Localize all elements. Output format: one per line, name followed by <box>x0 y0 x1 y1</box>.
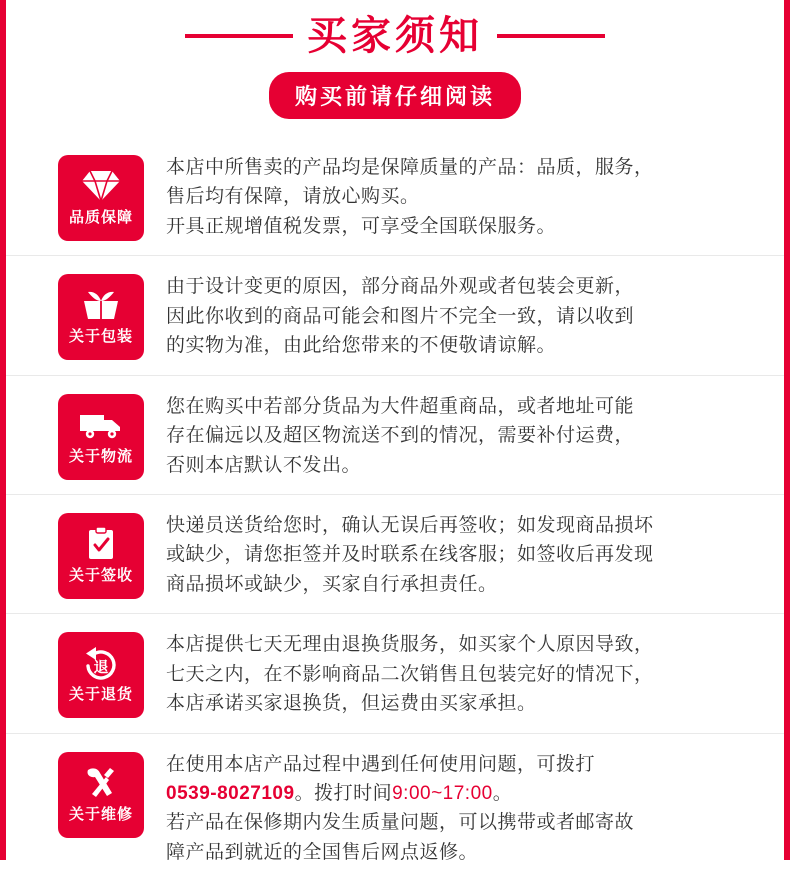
notice-line: 本店提供七天无理由退换货服务，如买家个人原因导致， <box>166 634 654 656</box>
notice-line-phone <box>166 779 634 808</box>
badge-logistics <box>58 394 144 480</box>
notice-line: 的实物为准，由此给您带来的不便敬请谅解。 <box>166 335 557 357</box>
badge-quality <box>58 155 144 241</box>
badge-label: 品质保障 <box>68 209 133 226</box>
support-phone: 0539-8027109 <box>166 783 295 804</box>
title-rule-right <box>497 34 605 38</box>
truck-icon <box>78 403 124 447</box>
support-time: 9:00~17:00 <box>392 783 493 804</box>
notice-row <box>6 137 784 256</box>
notice-line: 本店承诺买家退换货，但运费由买家承担。 <box>166 693 537 715</box>
title-row <box>6 14 784 58</box>
badge-label: 关于包装 <box>68 328 133 346</box>
notice-line: 在使用本店产品过程中遇到任何使用问题，可拨打 <box>166 753 596 775</box>
page-title: 买家须知 <box>307 14 483 58</box>
support-time-prefix: 。拨打时间 <box>294 783 393 804</box>
notice-row <box>6 256 784 375</box>
notice-line: 商品损坏或缺少，买家自行承担责任。 <box>166 573 498 595</box>
notice-line: 本店中所售卖的产品均是保障质量的产品：品质，服务， <box>166 157 654 178</box>
notice-text <box>166 270 634 360</box>
badge-packaging <box>58 274 144 360</box>
return-icon <box>80 641 122 685</box>
subtitle-row <box>6 72 784 119</box>
notice-text <box>166 628 654 718</box>
notice-line: 或缺少，请您拒签并及时联系在线客服；如签收后再发现 <box>166 544 654 566</box>
notice-line: 快递员送货给您时，确认无误后再签收；如发现商品损坏 <box>166 514 654 536</box>
notice-line: 由于设计变更的原因，部分商品外观或者包装会更新， <box>166 276 635 298</box>
notice-line: 若产品在保修期内发生质量问题，可以携带或者邮寄故 <box>166 812 635 834</box>
notice-sections <box>6 137 784 881</box>
badge-label: 关于物流 <box>68 447 133 465</box>
badge-signing <box>58 513 144 599</box>
notice-text <box>166 390 634 480</box>
notice-line: 开具正规增值税发票，可享受全国联保服务。 <box>166 215 557 237</box>
badge-label: 关于维修 <box>68 805 133 823</box>
clipboard-check-icon <box>85 522 117 566</box>
badge-return <box>58 632 144 718</box>
wrench-screwdriver-icon <box>82 761 120 805</box>
notice-text <box>166 509 654 599</box>
open-box-icon <box>80 283 122 327</box>
notice-line: 您在购买中若部分货品为大件超重商品，或者地址可能 <box>166 395 635 417</box>
diamond-icon <box>81 164 121 208</box>
badge-label: 关于签收 <box>68 566 133 584</box>
notice-line: 存在偏远以及超区物流送不到的情况，需要补付运费， <box>166 425 635 447</box>
notice-row <box>6 376 784 495</box>
notice-text <box>166 151 654 241</box>
badge-label: 关于退货 <box>68 686 133 704</box>
page-subtitle: 购买前请仔细阅读 <box>269 72 521 119</box>
support-time-suffix: 。 <box>492 783 513 804</box>
notice-line: 障产品到就近的全国售后网点返修。 <box>166 841 479 863</box>
badge-repair <box>58 752 144 838</box>
svg-text:退: 退 <box>93 659 109 677</box>
notice-line: 因此你收到的商品可能会和图片不完全一致，请以收到 <box>166 305 635 327</box>
notice-row <box>6 495 784 614</box>
notice-row <box>6 614 784 733</box>
page-header <box>6 0 784 119</box>
notice-line: 售后均有保障，请放心购买。 <box>166 186 420 208</box>
notice-line: 否则本店默认不发出。 <box>166 454 362 476</box>
notice-text <box>166 748 634 868</box>
title-rule-left <box>185 34 293 38</box>
notice-row <box>6 734 784 881</box>
notice-line: 七天之内，在不影响商品二次销售且包装完好的情况下， <box>166 663 654 685</box>
